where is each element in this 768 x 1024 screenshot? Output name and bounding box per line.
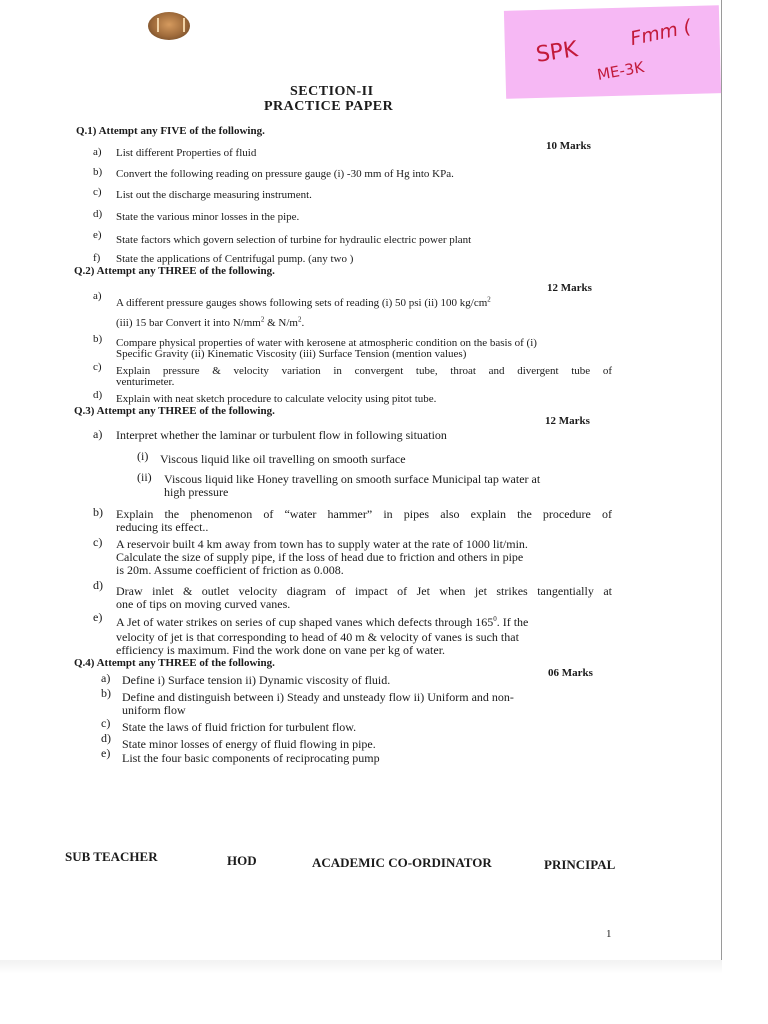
q3d-line2: one of tips on moving curved vanes. — [116, 597, 291, 611]
q2b-line1: Compare physical properties of water with kerosene at atmospheric condition on the basis of (i) — [116, 337, 537, 349]
signature-academic-coordinator: ACADEMIC CO-ORDINATOR — [312, 855, 492, 870]
q2c-line1: Explain pressure & velocity variation in convergent tube, throat and divergent tube of — [116, 365, 612, 377]
q3a-label: a) — [93, 427, 103, 441]
q3a-i-label: (i) — [137, 449, 149, 463]
page-number: 1 — [606, 928, 612, 940]
q3e-line3: efficiency is maximum. Find the work done on vane per kg of water. — [116, 643, 446, 657]
q3c-line1: A reservoir built 4 km away from town has to supply water at the rate of 1000 lit/min. — [116, 537, 528, 551]
q2d-text: Explain with neat sketch procedure to calculate velocity using pitot tube. — [116, 393, 437, 405]
q4d-text: State minor losses of energy of fluid flowing in pipe. — [122, 737, 376, 751]
handwritten-me3k: ME-3K — [595, 58, 646, 84]
q3c-line3: is 20m. Assume coefficient of friction as 0.008. — [116, 563, 344, 577]
page-shadow — [0, 960, 722, 974]
ink-blot-mark — [148, 12, 190, 40]
paper-title: PRACTICE PAPER — [264, 99, 394, 114]
signature-principal: PRINCIPAL — [544, 857, 616, 872]
q4-heading: Q.4) Attempt any THREE of the following. — [74, 657, 275, 669]
q2a-line2: (iii) 15 bar Convert it into $N/mm^2$ & $N/m^2$. — [116, 315, 305, 329]
q1-item-text: State factors which govern selection of turbine for hydraulic electric power plant — [116, 234, 472, 246]
handwritten-fmm: Fmm ( — [628, 15, 694, 51]
q3b-line1: Explain the phenomenon of “water hammer” in pipes also explain the procedure of — [116, 507, 612, 521]
signature-hod: HOD — [227, 853, 257, 868]
q4-marks: 06 Marks — [548, 667, 593, 679]
q4e-text: List the four basic components of reciprocating pump — [122, 751, 380, 765]
q3e-line1: A Jet of water strikes on series of cup shaped vanes which defects through $165^0$. If the — [116, 615, 529, 629]
q3c-line2: Calculate the size of supply pipe, if the loss of head due to friction and others in pipe — [116, 550, 524, 564]
handwritten-spk: SPK — [534, 37, 580, 68]
q1-item-text: List out the discharge measuring instrument. — [116, 189, 312, 201]
q1-item-text: State the applications of Centrifugal pump. (any two ) — [116, 253, 354, 265]
q4c-text: State the laws of fluid friction for turbulent flow. — [122, 720, 357, 734]
q2-marks: 12 Marks — [547, 282, 592, 294]
q4e-label: e) — [101, 746, 111, 760]
q2c-label: c) — [93, 361, 102, 373]
q1-item-label: b) — [93, 166, 103, 178]
q4a-text: Define i) Surface tension ii) Dynamic viscosity of fluid. — [122, 673, 391, 687]
q2-heading: Q.2) Attempt any THREE of the following. — [74, 265, 275, 277]
q3a-text: Interpret whether the laminar or turbulent flow in following situation — [116, 428, 447, 442]
q3-marks: 12 Marks — [545, 415, 590, 427]
q3a-ii-label: (ii) — [137, 470, 152, 484]
q1-item-label: f) — [93, 252, 101, 264]
q3b-label: b) — [93, 505, 103, 519]
q3-heading: Q.3) Attempt any THREE of the following. — [74, 405, 275, 417]
q4b-line1: Define and distinguish between i) Steady and unsteady flow ii) Uniform and non- — [122, 690, 514, 704]
q3d-label: d) — [93, 578, 103, 592]
q2a-line1: A different pressure gauges shows following sets of reading (i) 50 psi (ii) 100 $kg/cm^2$ — [116, 295, 491, 309]
signature-sub-teacher: SUB TEACHER — [65, 849, 158, 864]
q3a-i-text: Viscous liquid like oil travelling on smooth surface — [160, 452, 406, 466]
q1-item-label: a) — [93, 146, 102, 158]
q1-heading: Q.1) Attempt any FIVE of the following. — [76, 125, 265, 137]
page-edge — [721, 0, 722, 970]
q1-marks: 10 Marks — [546, 140, 591, 152]
section-title: SECTION-II — [290, 84, 374, 99]
q2d-label: d) — [93, 389, 103, 401]
q1-item-label: c) — [93, 186, 102, 198]
q2a-label: a) — [93, 290, 102, 302]
q2b-label: b) — [93, 333, 103, 345]
q4c-label: c) — [101, 716, 111, 730]
q3b-line2: reducing its effect.. — [116, 520, 209, 534]
q4d-label: d) — [101, 731, 111, 745]
q3a-ii-line2: high pressure — [164, 485, 229, 499]
q3e-label: e) — [93, 610, 103, 624]
q1-item-label: e) — [93, 229, 102, 241]
q1-item-text: List different Properties of fluid — [116, 147, 257, 159]
q3e-line2: velocity of jet is that corresponding to head of 40 m & velocity of vanes is such that — [116, 630, 519, 644]
q1-item-label: d) — [93, 208, 103, 220]
q2c-line2: venturimeter. — [116, 376, 175, 388]
q4b-label: b) — [101, 686, 111, 700]
q3a-ii-line1: Viscous liquid like Honey travelling on smooth surface Municipal tap water at — [164, 472, 541, 486]
q3c-label: c) — [93, 535, 103, 549]
q1-item-text: Convert the following reading on pressure gauge (i) -30 mm of Hg into KPa. — [116, 168, 454, 180]
q2b-line2: Specific Gravity (ii) Kinematic Viscosity (iii) Surface Tension (mention values) — [116, 348, 467, 360]
q1-item-text: State the various minor losses in the pipe. — [116, 211, 300, 223]
q4b-line2: uniform flow — [122, 703, 186, 717]
q3d-line1: Draw inlet & outlet velocity diagram of impact of Jet when jet strikes tangentially at — [116, 584, 612, 598]
q4a-label: a) — [101, 671, 111, 685]
